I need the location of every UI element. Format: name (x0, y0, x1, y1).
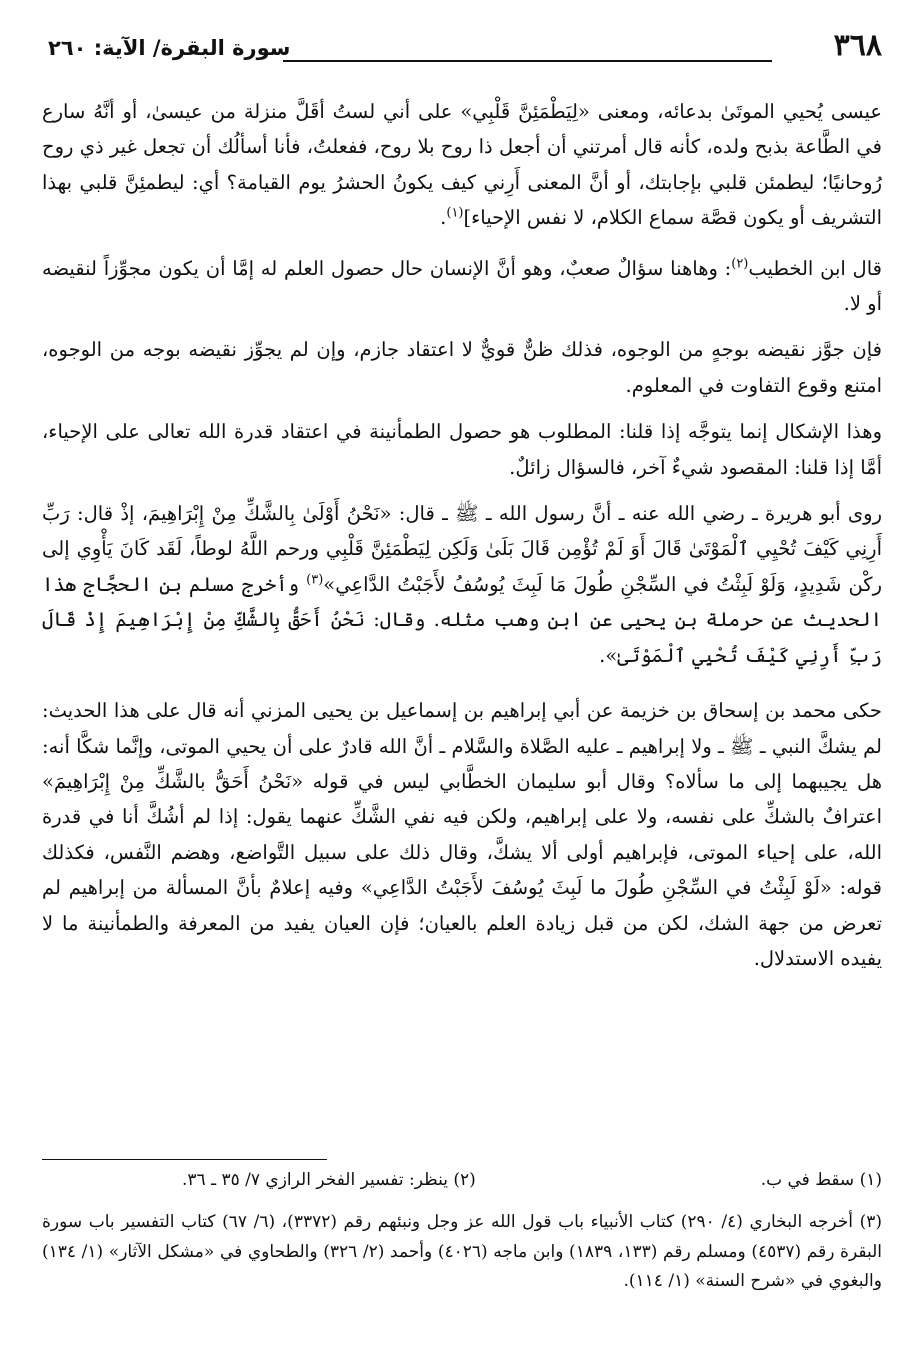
paragraph-text: عيسى يُحيي الموتَىٰ بدعائه، ومعنى «لِيَطْمَئِنَّ قَلْبِي» على أني لستُ أقَلَّ منزلة من عيسىٰ، أو أنَّهُ سارع في الطَّاعة بذبح ولده، كأنه قال أمرتني أن أجعل ذا روح بلا روح، ففعلتُ، فأنا أسألُك أن تجعل غير ذي روح رُوحانيًا؛ ليطمئن قلبي بإجابتك، أو أنَّ المعنى أَرِني كيف يكونُ الحشرُ يوم القيامة؟ أي: ليطمئِنَّ قلبي بهذا التشريف أو يكون قصَّة سماع الكلام، لا نفس الإحياء] (42, 100, 882, 230)
paragraph (42, 496, 882, 673)
paragraph-text: روى أبو هريرة ـ رضي الله عنه ـ أنَّ رسول الله ـ ﷺ ـ قال: «نَحْنُ أَوْلَىٰ بِالشَّكِّ مِنْ إِبْرَاهِيمَ، إذْ قال: رَبِّ أَرِنِي كَيْفَ تُحْيِي ٱلْمَوْتَىٰ قَالَ أَوَ لَمْ تُؤْمِن قَالَ بَلَىٰ وَلَكِن لِيَطْمَئِنَّ قَلْبِي ورحم اللَّهُ لوطاً، لَقَد كَانَ يَأْوِي إلى ركْن شَدِيدٍ، وَلَوْ لَبِثْتُ في السِّجْنِ طُولَ مَا لَبِثَ يُوسُفُ لأَجَبْتُ الدَّاعِي» (42, 502, 882, 596)
header-rule (283, 60, 772, 62)
paragraph-text: حكى محمد بن إسحاق بن خزيمة عن أبي إبراهيم بن إسماعيل بن يحيى المزني أنه قال على هذا الحديث: لم يشكَّ النبي ـ ﷺ ـ ولا إبراهيم ـ عليه الصَّلاة والسَّلام ـ أنَّ الله قادرٌ على أن يحيي الموتى، وإنَّما شكَّا أنه: هل يجيبهما إلى ما سألاه؟ وقال أبو سليمان الخطَّابي ليس في قوله «نَحْنُ أَحَقُّ بالشَّكِّ مِنْ إِبْرَاهِيمَ» اعترافٌ بالشكِّ على نفسه، ولا على إبراهيم، ولكن فيه نفي الشَّكِّ عنهما يقول: إذا لم أشُكَّ أنا في قدرة الله، على إحياء الموتى، فإبراهيم أولى ألا يشكَّ، وقال ذلك على سبيل التَّواضع، وهضم النَّفس، فكذلك قوله: «لَوْ لَبِثْتُ في السِّجْنِ طُولَ ما لَبِثَ يُوسُفَ لأَجَبْتُ الدَّاعِي» وفيه إعلامٌ بأنَّ المسألة من إبراهيم لم تعرض من جهة الشك، لكن من قبل زيادة العلم بالعيان؛ فإن العيان يفيد من المعرفة والطمأنينة ما لا يفيده الاستدلال. (42, 699, 882, 970)
footnote-ref: (٢) (731, 256, 749, 272)
paragraph-text: وأخرج مسلم بن الحجَّاج هذا الحديث عن حرملة بن يحيى عن ابن وهب مثله. وقال: نَحْنُ أَحَقُّ بِالشَّكِّ مِنْ إِبْرَاهِيمَ إِذْ قَالَ رَبِّ أَرِنِي كَيْفَ تُحْيِي ٱلْمَوْتَىٰ». (42, 572, 882, 667)
footnote-1: (١) سقط في ب. (760, 1170, 882, 1190)
footnote-ref: (١) (446, 205, 464, 221)
footnote-separator (42, 1159, 327, 1160)
paragraph-end: . (440, 206, 447, 230)
paragraph (42, 693, 882, 976)
main-text (42, 94, 882, 990)
paragraph (42, 332, 882, 403)
paragraph-text: فإن جوَّز نقيضه بوجهٍ من الوجوه، فذلك ظنٌّ قويٌّ لا اعتقاد جازم، وإن لم يجوِّز نقيضه بوجه من الوجوه، امتنع وقوع التفاوت في المعلوم. (42, 338, 882, 397)
paragraph-text: قال ابن الخطيب (748, 256, 882, 280)
page-header (48, 22, 882, 68)
paragraph (42, 251, 882, 322)
paragraph-text: : وهاهنا سؤالٌ صعبٌ، وهو أنَّ الإنسان حال حصول العلم له إمَّا أن يكون مجوِّزاً لنقيضه أو لا. (42, 256, 882, 316)
page-number: ٣٦٨ (833, 28, 882, 63)
footnote-2: (٢) ينظر: تفسير الفخر الرازي ٧/ ٣٥ ـ ٣٦. (182, 1170, 476, 1190)
running-title: سورة البقرة/ الآية: ٢٦٠ (48, 36, 291, 60)
paragraph (42, 414, 882, 485)
footnote-ref: (٣) (306, 572, 324, 588)
paragraph-text: وهذا الإشكال إنما يتوجَّه إذا قلنا: المطلوب هو حصول الطمأنينة في اعتقاد قدرة الله تعالى على الإحياء، أمَّا إذا قلنا: المقصود شيءٌ آخر، فالسؤال زائلٌ. (42, 420, 882, 479)
footnotes (42, 1166, 882, 1297)
footnote-3: (٣) أخرجه البخاري (٤/ ٢٩٠) كتاب الأنبياء باب قول الله عز وجل ونبئهم رقم (٣٣٧٢)، (٦/ ٦٧) كتاب التفسير باب سورة البقرة رقم (٤٥٣٧) ومسلم رقم (١٣٣، ١٨٣٩) وابن ماجه (٤٠٢٦) وأحمد (٢/ ٣٢٦) والطحاوي في «مشكل الآثار» (١/ ١٣٤) والبغوي في «شرح السنة» (١/ ١١٤). (42, 1212, 882, 1291)
paragraph (42, 94, 882, 236)
footnote-row (42, 1166, 882, 1196)
